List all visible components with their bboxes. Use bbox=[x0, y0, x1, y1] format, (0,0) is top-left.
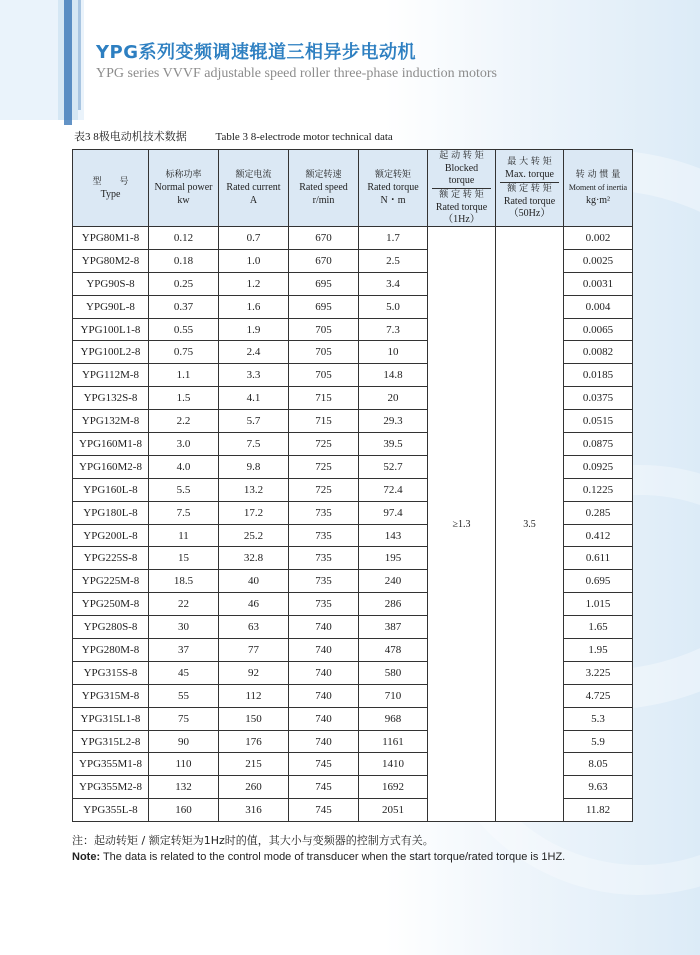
cell-power: 160 bbox=[149, 799, 219, 822]
cell-current: 0.7 bbox=[219, 227, 289, 250]
header-current: 额定电流 Rated current A bbox=[219, 150, 289, 227]
cell-power: 0.18 bbox=[149, 249, 219, 272]
cell-power: 110 bbox=[149, 753, 219, 776]
cell-torque: 7.3 bbox=[359, 318, 428, 341]
cell-current: 77 bbox=[219, 639, 289, 662]
cell-type: YPG315S-8 bbox=[73, 661, 149, 684]
cell-current: 7.5 bbox=[219, 433, 289, 456]
cell-power: 55 bbox=[149, 684, 219, 707]
cell-type: YPG100L2-8 bbox=[73, 341, 149, 364]
cell-speed: 705 bbox=[289, 341, 359, 364]
cell-torque: 52.7 bbox=[359, 455, 428, 478]
cell-current: 215 bbox=[219, 753, 289, 776]
cell-inertia: 0.0875 bbox=[564, 433, 633, 456]
cell-current: 13.2 bbox=[219, 478, 289, 501]
cell-speed: 705 bbox=[289, 318, 359, 341]
cell-inertia: 0.1225 bbox=[564, 478, 633, 501]
cell-inertia: 0.002 bbox=[564, 227, 633, 250]
cell-power: 0.75 bbox=[149, 341, 219, 364]
cell-inertia: 8.05 bbox=[564, 753, 633, 776]
cell-type: YPG80M2-8 bbox=[73, 249, 149, 272]
cell-torque: 240 bbox=[359, 570, 428, 593]
cell-inertia: 0.0925 bbox=[564, 455, 633, 478]
header-speed: 额定转速 Rated speed r/min bbox=[289, 150, 359, 227]
cell-torque: 478 bbox=[359, 639, 428, 662]
note-label: Note: bbox=[72, 851, 101, 863]
cell-power: 7.5 bbox=[149, 501, 219, 524]
header-torque: 额定转矩 Rated torque N・m bbox=[359, 150, 428, 227]
cell-inertia: 0.0082 bbox=[564, 341, 633, 364]
cell-speed: 740 bbox=[289, 616, 359, 639]
cell-speed: 740 bbox=[289, 661, 359, 684]
cell-power: 45 bbox=[149, 661, 219, 684]
cell-power: 11 bbox=[149, 524, 219, 547]
cell-speed: 705 bbox=[289, 364, 359, 387]
cell-inertia: 1.015 bbox=[564, 593, 633, 616]
cell-current: 63 bbox=[219, 616, 289, 639]
cell-torque: 29.3 bbox=[359, 410, 428, 433]
cell-power: 15 bbox=[149, 547, 219, 570]
cell-inertia: 0.0185 bbox=[564, 364, 633, 387]
motor-data-table bbox=[72, 149, 633, 822]
cell-inertia: 0.0375 bbox=[564, 387, 633, 410]
cell-torque: 710 bbox=[359, 684, 428, 707]
cell-blocked-ratio: ≥1.3 bbox=[428, 227, 496, 822]
cell-torque: 3.4 bbox=[359, 272, 428, 295]
cell-current: 4.1 bbox=[219, 387, 289, 410]
cell-power: 0.55 bbox=[149, 318, 219, 341]
cell-power: 90 bbox=[149, 730, 219, 753]
cell-inertia: 0.004 bbox=[564, 295, 633, 318]
table-header-row bbox=[73, 150, 633, 227]
cell-type: YPG90S-8 bbox=[73, 272, 149, 295]
cell-speed: 725 bbox=[289, 433, 359, 456]
cell-power: 4.0 bbox=[149, 455, 219, 478]
cell-power: 5.5 bbox=[149, 478, 219, 501]
cell-type: YPG280S-8 bbox=[73, 616, 149, 639]
cell-current: 316 bbox=[219, 799, 289, 822]
cell-inertia: 0.0025 bbox=[564, 249, 633, 272]
cell-torque: 143 bbox=[359, 524, 428, 547]
cell-speed: 715 bbox=[289, 410, 359, 433]
cell-torque: 195 bbox=[359, 547, 428, 570]
cell-torque: 2051 bbox=[359, 799, 428, 822]
cell-torque: 5.0 bbox=[359, 295, 428, 318]
cell-current: 1.2 bbox=[219, 272, 289, 295]
cell-type: YPG225S-8 bbox=[73, 547, 149, 570]
page-header bbox=[96, 38, 676, 82]
cell-type: YPG132M-8 bbox=[73, 410, 149, 433]
cell-current: 5.7 bbox=[219, 410, 289, 433]
cell-type: YPG90L-8 bbox=[73, 295, 149, 318]
cell-type: YPG280M-8 bbox=[73, 639, 149, 662]
cell-type: YPG160M1-8 bbox=[73, 433, 149, 456]
table-row bbox=[73, 227, 633, 250]
cell-power: 75 bbox=[149, 707, 219, 730]
cell-inertia: 0.611 bbox=[564, 547, 633, 570]
header-blocked-ratio: 起 动 转 矩 Blocked torque 额 定 转 矩 Rated torque （1Hz） bbox=[428, 150, 496, 227]
cell-inertia: 11.82 bbox=[564, 799, 633, 822]
title-chinese: YPG系列变频调速辊道三相异步电动机 bbox=[96, 42, 416, 63]
cell-torque: 2.5 bbox=[359, 249, 428, 272]
cell-torque: 1161 bbox=[359, 730, 428, 753]
cell-type: YPG355M2-8 bbox=[73, 776, 149, 799]
cell-speed: 735 bbox=[289, 593, 359, 616]
cell-type: YPG80M1-8 bbox=[73, 227, 149, 250]
caption-chinese: 表3 8极电动机技术数据 bbox=[74, 131, 187, 143]
cell-max-ratio: 3.5 bbox=[496, 227, 564, 822]
cell-torque: 580 bbox=[359, 661, 428, 684]
cell-inertia: 4.725 bbox=[564, 684, 633, 707]
cell-speed: 735 bbox=[289, 570, 359, 593]
caption-english: Table 3 8-electrode motor technical data bbox=[215, 131, 393, 143]
cell-speed: 695 bbox=[289, 272, 359, 295]
cell-type: YPG315L2-8 bbox=[73, 730, 149, 753]
header-type: 型 号 Type bbox=[73, 150, 149, 227]
cell-speed: 735 bbox=[289, 501, 359, 524]
cell-speed: 740 bbox=[289, 730, 359, 753]
cell-inertia: 1.95 bbox=[564, 639, 633, 662]
cell-type: YPG112M-8 bbox=[73, 364, 149, 387]
cell-speed: 695 bbox=[289, 295, 359, 318]
cell-current: 1.9 bbox=[219, 318, 289, 341]
cell-inertia: 5.3 bbox=[564, 707, 633, 730]
cell-torque: 97.4 bbox=[359, 501, 428, 524]
cell-current: 150 bbox=[219, 707, 289, 730]
cell-torque: 1692 bbox=[359, 776, 428, 799]
cell-power: 2.2 bbox=[149, 410, 219, 433]
cell-current: 9.8 bbox=[219, 455, 289, 478]
cell-speed: 740 bbox=[289, 684, 359, 707]
note-english bbox=[72, 851, 672, 863]
cell-torque: 39.5 bbox=[359, 433, 428, 456]
cell-current: 46 bbox=[219, 593, 289, 616]
cell-power: 1.5 bbox=[149, 387, 219, 410]
cell-current: 32.8 bbox=[219, 547, 289, 570]
cell-power: 0.12 bbox=[149, 227, 219, 250]
cell-type: YPG225M-8 bbox=[73, 570, 149, 593]
cell-type: YPG315L1-8 bbox=[73, 707, 149, 730]
cell-type: YPG200L-8 bbox=[73, 524, 149, 547]
header-power: 标称功率 Normal power kw bbox=[149, 150, 219, 227]
cell-power: 30 bbox=[149, 616, 219, 639]
cell-inertia: 0.412 bbox=[564, 524, 633, 547]
cell-speed: 735 bbox=[289, 547, 359, 570]
title-english: YPG series VVVF adjustable speed roller three-phase induction motors bbox=[96, 66, 497, 81]
cell-speed: 740 bbox=[289, 707, 359, 730]
cell-power: 132 bbox=[149, 776, 219, 799]
cell-power: 18.5 bbox=[149, 570, 219, 593]
cell-torque: 387 bbox=[359, 616, 428, 639]
cell-current: 25.2 bbox=[219, 524, 289, 547]
cell-type: YPG180L-8 bbox=[73, 501, 149, 524]
cell-power: 1.1 bbox=[149, 364, 219, 387]
cell-type: YPG132S-8 bbox=[73, 387, 149, 410]
cell-current: 1.0 bbox=[219, 249, 289, 272]
cell-current: 112 bbox=[219, 684, 289, 707]
cell-current: 92 bbox=[219, 661, 289, 684]
cell-power: 0.25 bbox=[149, 272, 219, 295]
cell-inertia: 0.0515 bbox=[564, 410, 633, 433]
cell-power: 0.37 bbox=[149, 295, 219, 318]
cell-speed: 670 bbox=[289, 249, 359, 272]
cell-speed: 725 bbox=[289, 478, 359, 501]
cell-type: YPG160M2-8 bbox=[73, 455, 149, 478]
note-text: The data is related to the control mode of transducer when the start torque/rated torque is 1HZ. bbox=[100, 851, 566, 863]
cell-type: YPG100L1-8 bbox=[73, 318, 149, 341]
cell-speed: 745 bbox=[289, 776, 359, 799]
cell-inertia: 0.285 bbox=[564, 501, 633, 524]
cell-torque: 968 bbox=[359, 707, 428, 730]
cell-inertia: 9.63 bbox=[564, 776, 633, 799]
cell-torque: 72.4 bbox=[359, 478, 428, 501]
cell-torque: 286 bbox=[359, 593, 428, 616]
cell-type: YPG160L-8 bbox=[73, 478, 149, 501]
cell-speed: 715 bbox=[289, 387, 359, 410]
cell-current: 176 bbox=[219, 730, 289, 753]
cell-inertia: 0.0065 bbox=[564, 318, 633, 341]
cell-torque: 14.8 bbox=[359, 364, 428, 387]
table-caption bbox=[74, 128, 393, 144]
cell-speed: 745 bbox=[289, 753, 359, 776]
cell-current: 2.4 bbox=[219, 341, 289, 364]
notes bbox=[72, 832, 672, 863]
cell-type: YPG355M1-8 bbox=[73, 753, 149, 776]
cell-torque: 20 bbox=[359, 387, 428, 410]
cell-type: YPG315M-8 bbox=[73, 684, 149, 707]
cell-current: 260 bbox=[219, 776, 289, 799]
cell-type: YPG250M-8 bbox=[73, 593, 149, 616]
cell-torque: 1.7 bbox=[359, 227, 428, 250]
cell-power: 3.0 bbox=[149, 433, 219, 456]
cell-power: 22 bbox=[149, 593, 219, 616]
cell-speed: 745 bbox=[289, 799, 359, 822]
cell-speed: 725 bbox=[289, 455, 359, 478]
cell-type: YPG355L-8 bbox=[73, 799, 149, 822]
cell-power: 37 bbox=[149, 639, 219, 662]
cell-speed: 740 bbox=[289, 639, 359, 662]
cell-current: 40 bbox=[219, 570, 289, 593]
header-max-ratio: 最 大 转 矩 Max. torque 额 定 转 矩 Rated torque （50Hz） bbox=[496, 150, 564, 227]
cell-speed: 735 bbox=[289, 524, 359, 547]
cell-inertia: 3.225 bbox=[564, 661, 633, 684]
cell-current: 1.6 bbox=[219, 295, 289, 318]
cell-torque: 1410 bbox=[359, 753, 428, 776]
cell-inertia: 1.65 bbox=[564, 616, 633, 639]
cell-current: 17.2 bbox=[219, 501, 289, 524]
cell-torque: 10 bbox=[359, 341, 428, 364]
table-body bbox=[73, 227, 633, 822]
cell-inertia: 0.0031 bbox=[564, 272, 633, 295]
cell-current: 3.3 bbox=[219, 364, 289, 387]
note-chinese: 注：起动转矩 / 额定转矩为1Hz时的值，其大小与变频器的控制方式有关。 bbox=[72, 834, 434, 847]
cell-speed: 670 bbox=[289, 227, 359, 250]
cell-inertia: 5.9 bbox=[564, 730, 633, 753]
header-inertia: 转 动 惯 量 Moment of inertia kg·m² bbox=[564, 150, 633, 227]
cell-inertia: 0.695 bbox=[564, 570, 633, 593]
